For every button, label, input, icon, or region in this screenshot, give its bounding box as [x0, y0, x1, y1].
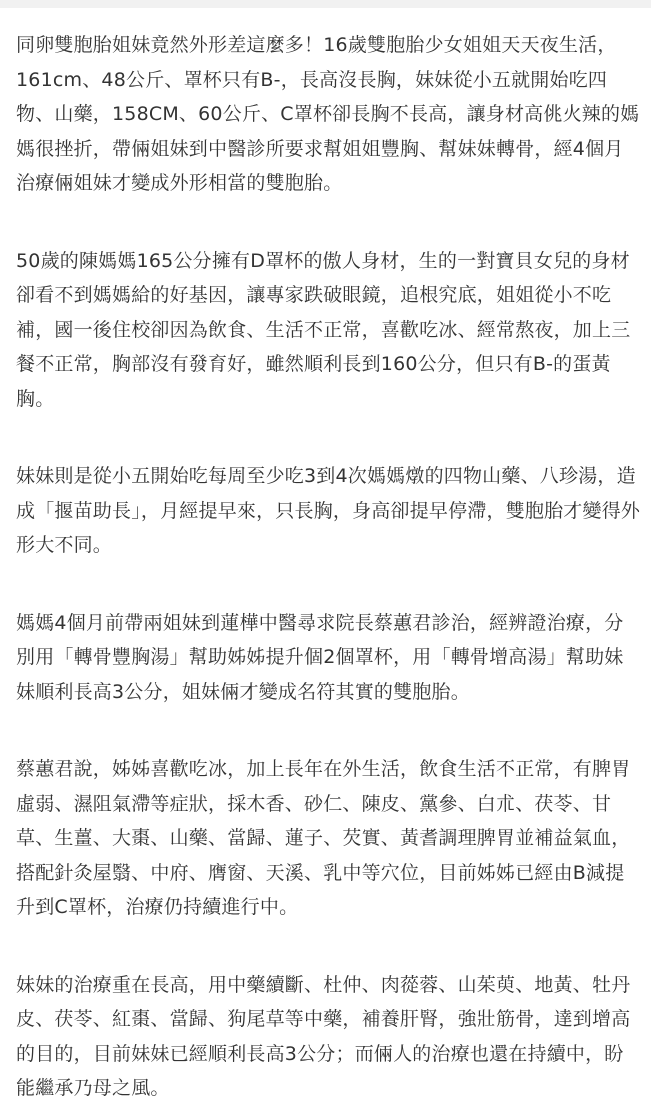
top-divider-strip — [0, 0, 651, 8]
article-paragraph-6: 妹妹的治療重在長高，用中藥續斷、杜仲、肉蓯蓉、山茱萸、地黃、牡丹皮、茯苓、紅棗、當歸、狗尾草等中藥，補養肝腎，強壯筋骨，達到增高的目的，目前妹妹已經順利長高3公分；而倆人的治療也還在持續中，盼能繼承乃母之風。 — [16, 973, 631, 1099]
article-paragraph-3: 妹妹則是從小五開始吃每周至少吃3到4次媽媽燉的四物山藥、八珍湯，造成「揠苗助長」，月經提早來，只長胸，身高卻提早停滯，雙胞胎才變得外形大不同。 — [16, 465, 641, 556]
article-paragraph-5: 蔡蕙君說，姊姊喜歡吃冰，加上長年在外生活，飲食生活不正常，有脾胃虛弱、濕阻氣滯等症狀，採木香、砂仁、陳皮、黨參、白朮、茯苓、甘草、生薑、大棗、山藥、當歸、蓮子、芡實、黃耆調理脾胃並補益氣血，搭配針灸屋翳、中府、膺窗、天溪、乳中等穴位，目前姊姊已經由B減提升到C罩杯，治療仍持續進行中。 — [16, 758, 631, 918]
article-paragraph-2: 50歲的陳媽媽165公分擁有D罩杯的傲人身材，生的一對寶貝女兒的身材卻看不到媽媽給的好基因，讓專家跌破眼鏡，追根究底，姐姐從小不吃補，國一後住校卻因為飲食、生活不正常，喜歡吃冰、經常熬夜，加上三餐不正常，胸部沒有發育好，雖然順利長到160公分，但只有B-的蛋黃胸。 — [16, 249, 631, 410]
article-body — [16, 28, 642, 1106]
article-paragraph-4: 媽媽4個月前帶兩姐妹到蓮樺中醫尋求院長蔡蕙君診治，經辨證治療，分別用「轉骨豐胸湯」幫助姊姊提升個2個罩杯，用「轉骨增高湯」幫助妹妹順利長高3公分，姐妹倆才變成名符其實的雙胞胎。 — [16, 611, 624, 703]
article-paragraph-1: 同卵雙胞胎姐妹竟然外形差這麼多！16歲雙胞胎少女姐姐天天夜生活，161cm、48公斤、罩杯只有B-，長高沒長胸，妹妹從小五就開始吃四物、山藥，158CM、60公斤、C罩杯卻長胸不長高，讓身材高佻火辣的媽媽很挫折，帶倆姐妹到中醫診所要求幫姐姐豐胸、幫妹妹轉骨，經4個月治療倆姐妹才變成外形相當的雙胞胎。 — [16, 34, 640, 194]
